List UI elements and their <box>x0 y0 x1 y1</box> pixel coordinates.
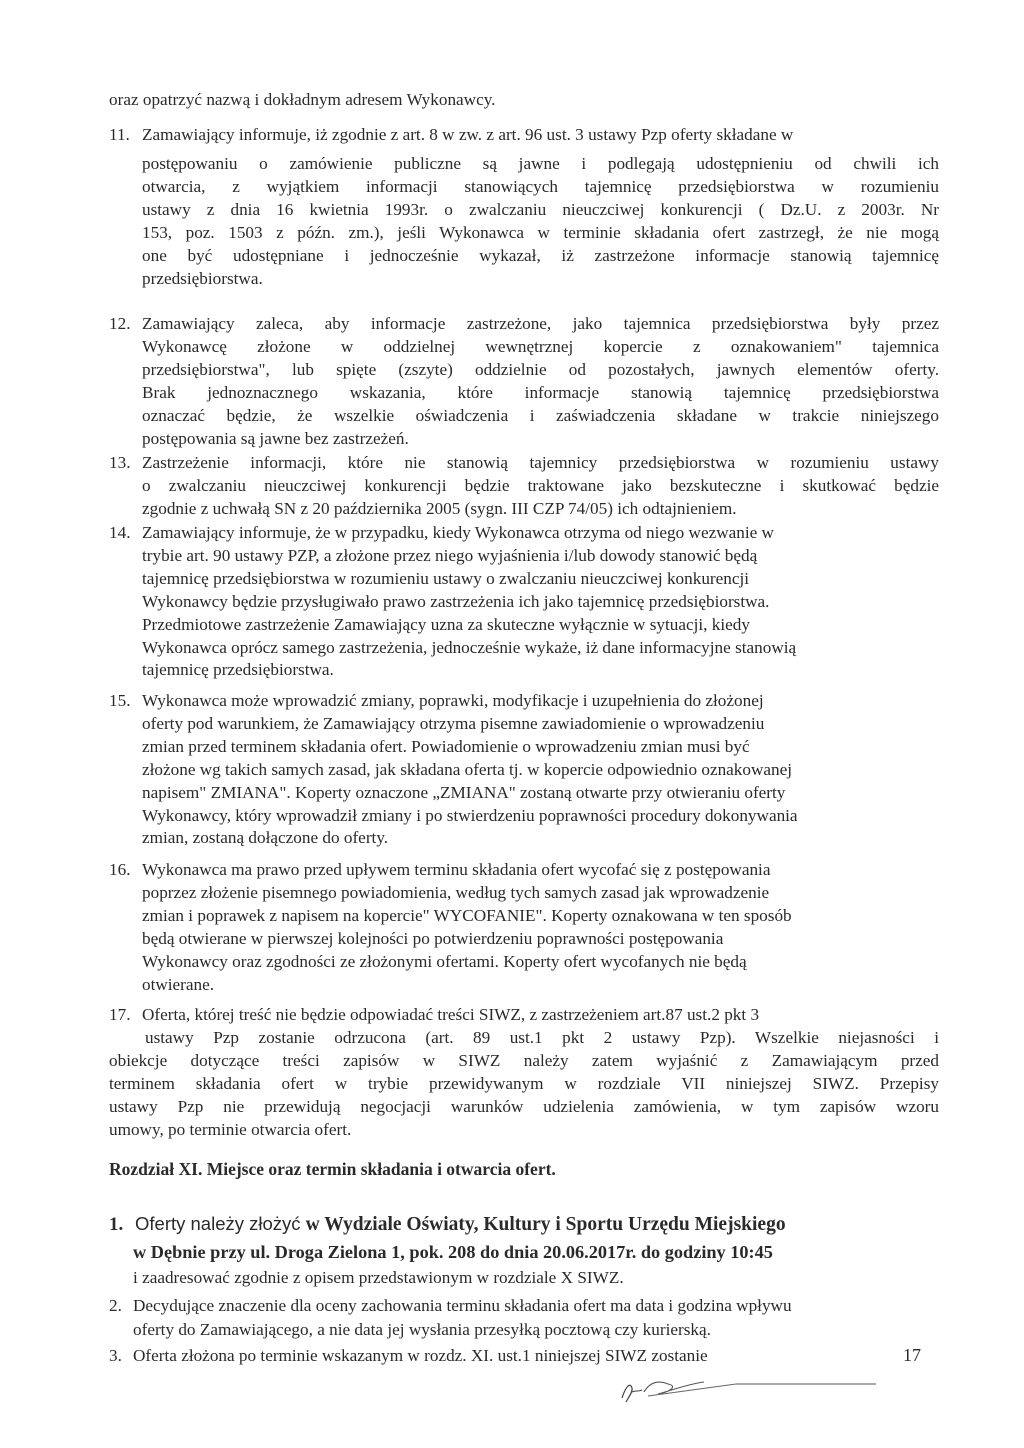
item-11-text-cont: postępowaniu o zamówienie publiczne są jawne i podlegają udostępnieniu od chwili ich otwarcia, z wyjątkiem informacji stanowiących tajemnicę przedsiębiorstwa w rozumieniu ustawy z dnia 16 kwietnia 1993r. o zwalczaniu nieuczciwej konkurencji ( Dz.U. z 2003r. Nr 153, poz. 1503 z późn. zm.), jeśli Wykonawca w terminie składania ofert zastrzegł, że nie mogą one być udostępniane i jednocześnie wykazał, iż zastrzeżone informacje stanowią tajemnicę przedsiębiorstwa. <box>142 154 939 288</box>
item-11-text: Zamawiający informuje, iż zgodnie z art. 8 w zw. z art. 96 ust. 3 ustawy Pzp oferty składane w <box>142 125 794 144</box>
item-16-number: 16. <box>109 860 131 879</box>
ch11-item-2-number: 2. <box>109 1296 122 1315</box>
ch11-item-3-number: 3. <box>109 1346 122 1365</box>
ch11-item-2-line-1: Decydujące znaczenie dla oceny zachowania terminu składania ofert ma data i godzina wpływu <box>133 1296 792 1315</box>
item-11-number: 11. <box>109 125 130 144</box>
ch11-item-1-line-2: w Dębnie przy ul. Droga Zielona 1, pok. 208 do dnia 20.06.2017r. do godziny 10:45 <box>133 1242 773 1262</box>
ch11-item-3-line-1: Oferta złożona po terminie wskazanym w rozdz. XI. ust.1 niniejszej SIWZ zostanie <box>133 1346 708 1365</box>
item-15-number: 15. <box>109 691 131 710</box>
item-14-text: Zamawiający informuje, że w przypadku, kiedy Wykonawca otrzyma od niego wezwanie w trybie art. 90 ustawy PZP, a złożone przez niego wyjaśnienia i/lub dowody stanowić będą tajemnicę przedsiębiorstwa w rozumieniu ustawy o zwalczaniu nieuczciwej konkurencji Wykonawcy będzie przysługiwało prawo zastrzeżenia ich jako tajemnicę przedsiębiorstwa. Przedmiotowe zastrzeżenie Zamawiający uzna za skuteczne wyłącznie w sytuacji, kiedy Wykonawca oprócz samego zastrzeżenia, jednocześnie wykaże, iż dane informacyjne stanowią tajemnicę przedsiębiorstwa. <box>142 523 797 680</box>
ch11-item-2-line-2: oferty do Zamawiającego, a nie data jej wysłania przesyłką pocztową czy kurierską. <box>133 1320 711 1339</box>
intro-line: oraz opatrzyć nazwą i dokładnym adresem Wykonawcy. <box>109 90 496 109</box>
item-17-text-cont: ustawy Pzp zostanie odrzucona (art. 89 ust.1 pkt 2 ustawy Pzp). Wszelkie niejasności i obiekcje dotyczące treści zapisów w SIWZ należy zatem wyjaśnić z Zamawiającym przed terminem składania ofert w trybie przewidywanym w rozdziale VII niniejszej SIWZ. Przepisy ustawy Pzp nie przewidują negocjacji warunków udzielenia zamówienia, w tym zapisów wzoru umowy, po terminie otwarcia ofert. <box>109 1028 939 1139</box>
ch11-item-1-line-3: i zaadresować zgodnie z opisem przedstawionym w rozdziale X SIWZ. <box>133 1268 624 1287</box>
item-12-text: Zamawiający zaleca, aby informacje zastrzeżone, jako tajemnica przedsiębiorstwa były przez Wykonawcę złożone w oddzielnej wewnętrznej kopercie z oznakowaniem" tajemnica przedsiębiorstwa", lub spięte (zszyte) oddzielnie od pozostałych, jawnych elementów oferty. Brak jednoznacznego wskazania, które informacje stanowią tajemnicę przedsiębiorstwa oznaczać będzie, że wszelkie oświadczenia i zaświadczenia składane w trakcie niniejszego postępowania są jawne bez zastrzeżeń. <box>142 314 939 448</box>
item-17-text: Oferta, której treść nie będzie odpowiadać treści SIWZ, z zastrzeżeniem art.87 ust.2 pkt 3 <box>142 1005 760 1024</box>
ch11-item-1-line-1: Oferty należy złożyć w Wydziale Oświaty, Kultury i Sportu Urzędu Miejskiego <box>135 1213 786 1235</box>
item-16-text: Wykonawca ma prawo przed upływem terminu składania ofert wycofać się z postępowania poprzez złożenie pisemnego powiadomienia, według tych samych zasad jak wprowadzenie zmian i poprawek z napisem na kopercie" WYCOFANIE". Koperty oznakowana w ten sposób będą otwierane w pierwszej kolejności po potwierdzeniu poprawności postępowania Wykonawcy oraz zgodności ze złożonymi ofertami. Koperty ofert wycofanych nie będą otwierane. <box>142 860 792 994</box>
item-14-number: 14. <box>109 523 131 542</box>
item-13-number: 13. <box>109 453 131 472</box>
ch11-item-1-number: 1. <box>109 1214 124 1235</box>
chapter-heading: Rozdział XI. Miejsce oraz termin składania i otwarcia ofert. <box>109 1159 556 1179</box>
item-17-number: 17. <box>109 1005 131 1024</box>
page-number: 17 <box>903 1345 921 1365</box>
signature-mark <box>618 1368 878 1408</box>
item-15-text: Wykonawca może wprowadzić zmiany, poprawki, modyfikacje i uzupełnienia do złożonej oferty pod warunkiem, że Zamawiający otrzyma pisemne zawiadomienie o wprowadzeniu zmian przed terminem składania ofert. Powiadomienie o wprowadzeniu zmian musi być złożone wg takich samych zasad, jak składana oferta tj. w kopercie odpowiednio oznakowanej napisem" ZMIANA". Koperty oznaczone „ZMIANA" zostaną otwarte przy otwieraniu oferty Wykonawcy, który wprowadził zmiany i po stwierdzeniu poprawności procedury dokonywania zmian, zostaną dołączone do oferty. <box>142 691 798 848</box>
item-13-text: Zastrzeżenie informacji, które nie stanowią tajemnicy przedsiębiorstwa w rozumieniu ustawy o zwalczaniu nieuczciwej konkurencji będzie traktowane jako bezskuteczne i skutkować będzie zgodnie z uchwałą SN z 20 października 2005 (sygn. III CZP 74/05) ich odtajnieniem. <box>142 453 939 518</box>
item-12-number: 12. <box>109 314 131 333</box>
